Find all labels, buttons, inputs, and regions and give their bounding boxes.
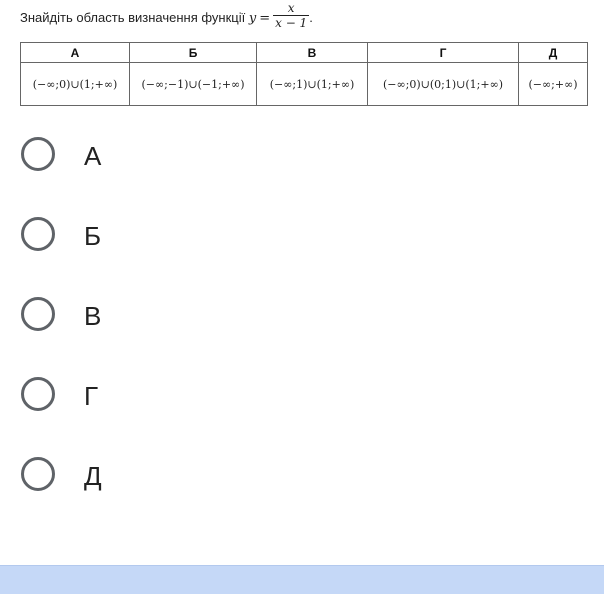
option-d[interactable] — [21, 457, 321, 537]
header-b: Б — [130, 43, 257, 63]
formula-equals: = — [259, 11, 271, 26]
option-label-a: А — [84, 141, 102, 171]
formula-lhs: y — [248, 11, 257, 26]
fraction-numerator: x — [287, 1, 295, 16]
header-d: Д — [519, 43, 588, 63]
option-g[interactable] — [21, 377, 321, 457]
cell-g: (−∞;0)∪(0;1)∪(1;+∞) — [368, 63, 519, 106]
answer-table-row — [21, 63, 588, 106]
cell-v: (−∞;1)∪(1;+∞) — [257, 63, 368, 106]
radio-button-v[interactable] — [21, 297, 55, 331]
radio-button-b[interactable] — [21, 217, 55, 251]
option-label-v: В — [84, 301, 102, 331]
cell-b: (−∞;−1)∪(−1;+∞) — [130, 63, 257, 106]
answer-table-container — [20, 42, 588, 106]
question-end: . — [309, 10, 313, 25]
header-v: В — [257, 43, 368, 63]
fraction-denominator: x − 1 — [275, 16, 308, 31]
answer-table-header-row — [21, 43, 588, 63]
header-g: Г — [368, 43, 519, 63]
answer-options — [21, 137, 321, 537]
answer-table — [20, 42, 588, 106]
formula-fraction — [273, 2, 309, 29]
header-a: А — [21, 43, 130, 63]
cell-d: (−∞;+∞) — [519, 63, 588, 106]
option-b[interactable] — [21, 217, 321, 297]
option-label-g: Г — [84, 381, 99, 411]
footer-band — [0, 565, 604, 594]
radio-button-a[interactable] — [21, 137, 55, 171]
option-label-b: Б — [84, 221, 102, 251]
radio-button-d[interactable] — [21, 457, 55, 491]
cell-a: (−∞;0)∪(1;+∞) — [21, 63, 130, 106]
option-v[interactable] — [21, 297, 321, 377]
question-text — [20, 1, 313, 31]
question-prompt: Знайдіть область визначення функції — [20, 10, 246, 25]
option-label-d: Д — [84, 461, 102, 491]
radio-button-g[interactable] — [21, 377, 55, 411]
option-a[interactable] — [21, 137, 321, 217]
